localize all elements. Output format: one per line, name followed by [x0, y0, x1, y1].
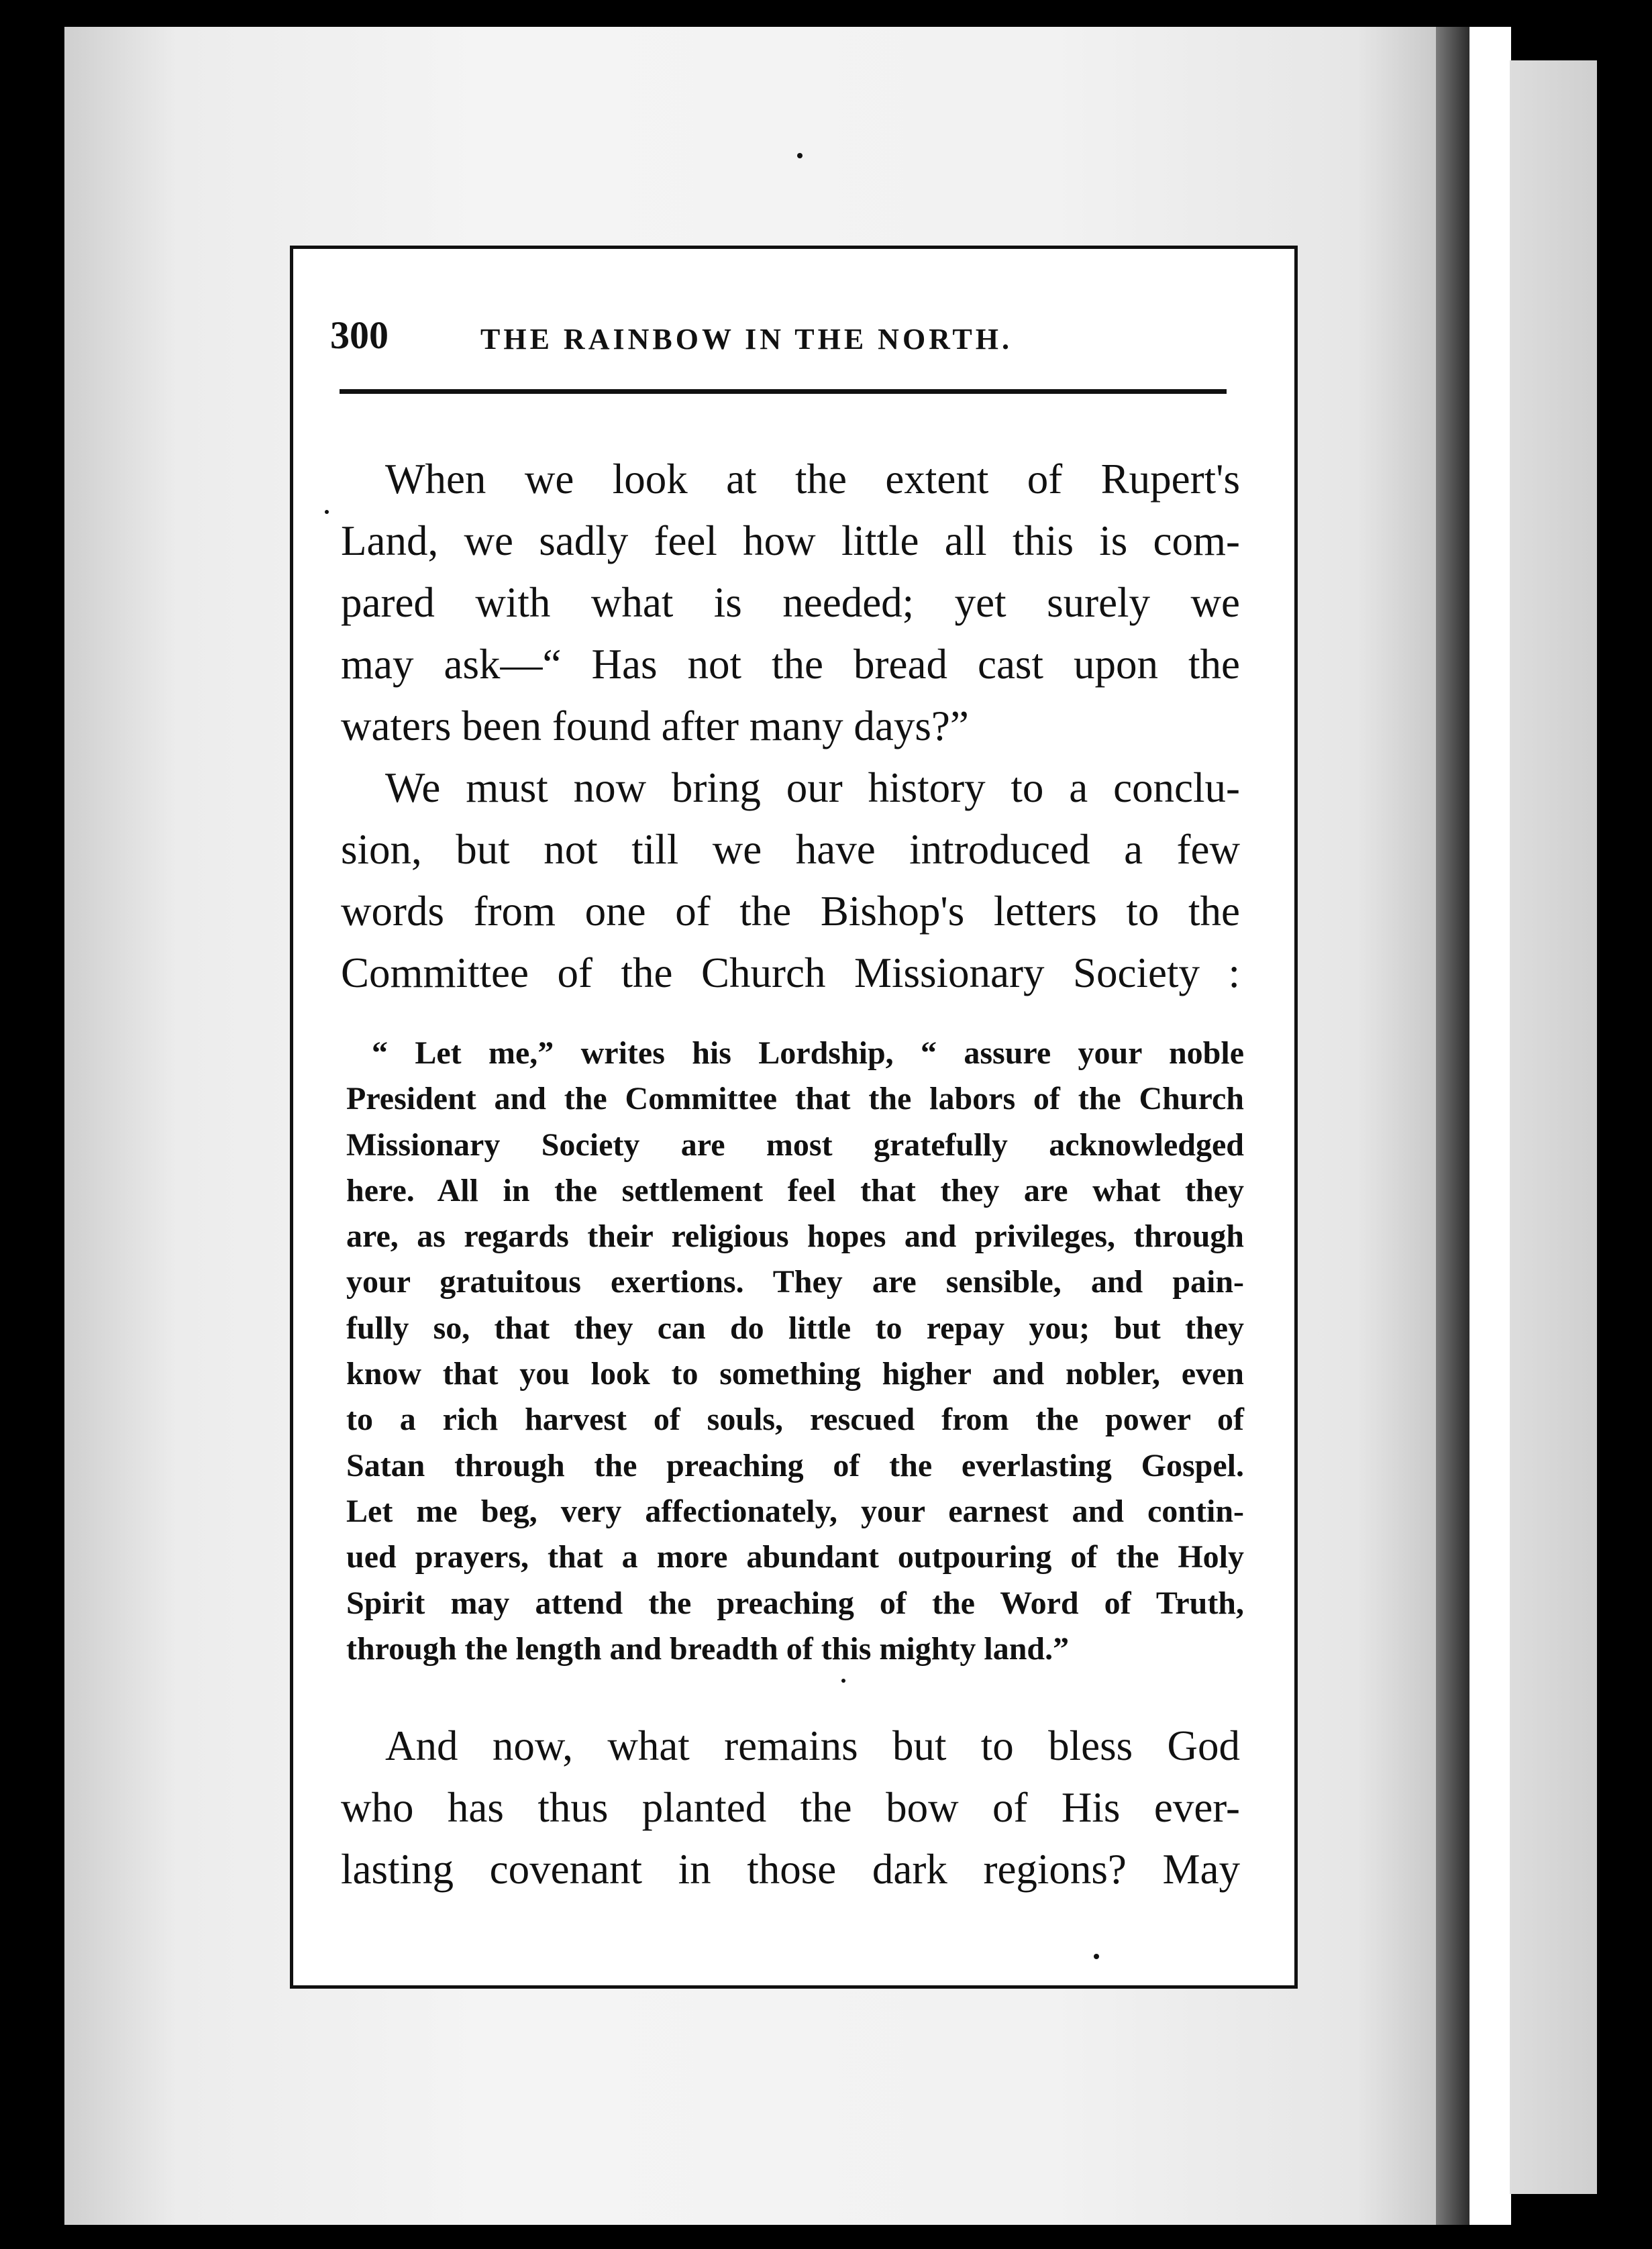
paragraph-1: [341, 448, 1240, 757]
header-rule: [340, 389, 1227, 394]
quote-line: through the length and breadth of this mighty land.”: [346, 1630, 1070, 1667]
quote-line: Satan through the preaching of the everlasting Gospel.: [346, 1447, 1244, 1483]
page-gutter-edge: [1436, 27, 1469, 2225]
text-line: lasting covenant in those dark regions? May: [341, 1846, 1240, 1893]
quote-line: know that you look to something higher and nobler, even: [346, 1356, 1244, 1392]
line-text: “ Let me,” writes his Lordship, “ assure your noble: [372, 1035, 1244, 1071]
text-line: [341, 1715, 1240, 1777]
quote-line: fully so, that they can do little to repay you; but they: [346, 1310, 1244, 1346]
line-text: We must now bring our history to a conclu-: [385, 764, 1240, 811]
quote-line: [346, 1031, 1244, 1076]
quote-line: Spirit may attend the preaching of the Word of Truth,: [346, 1585, 1244, 1621]
adjacent-page-strip: [1510, 60, 1597, 2194]
line-text: When we look at the extent of Rupert's: [385, 456, 1240, 503]
scan-border-left: [0, 0, 64, 2249]
print-speck: [841, 1679, 845, 1683]
running-title: THE RAINBOW IN THE NORTH.: [480, 323, 1013, 356]
print-speck: [797, 153, 803, 158]
text-line: Committee of the Church Missionary Society :: [341, 949, 1240, 996]
text-line: sion, but not till we have introduced a few: [341, 826, 1240, 873]
scan-border-top: [0, 0, 1652, 27]
text-line: [341, 448, 1240, 510]
running-head: [330, 309, 1229, 362]
text-line: waters been found after many days?”: [341, 702, 969, 749]
text-line: words from one of the Bishop's letters to the: [341, 888, 1240, 935]
quote-line: Missionary Society are most gratefully acknowledged: [346, 1127, 1244, 1163]
quote-line: here. All in the settlement feel that they are what they: [346, 1172, 1244, 1208]
scan-border-bottom: [0, 2225, 1652, 2249]
text-line: who has thus planted the bow of His ever-: [341, 1784, 1240, 1831]
line-text: And now, what remains but to bless God: [385, 1722, 1240, 1769]
quote-line: to a rich harvest of souls, rescued from the power of: [346, 1402, 1244, 1438]
print-speck: [1094, 1954, 1099, 1959]
quote-line: are, as regards their religious hopes and privileges, through: [346, 1218, 1244, 1255]
page-number: 300: [330, 313, 389, 357]
text-line: [341, 757, 1240, 819]
block-quotation: [346, 1031, 1244, 1672]
text-line: pared with what is needed; yet surely we: [341, 579, 1240, 626]
paragraph-2: [341, 757, 1240, 1004]
quote-line: President and the Committee that the labors of the Church: [346, 1081, 1244, 1117]
quote-line: ued prayers, that a more abundant outpouring of the Holy: [346, 1539, 1244, 1575]
quote-line: your gratuitous exertions. They are sensible, and pain-: [346, 1264, 1244, 1300]
print-speck: [325, 510, 329, 514]
text-line: may ask—“ Has not the bread cast upon the: [341, 641, 1240, 688]
closing-paragraph: [341, 1715, 1240, 1900]
quote-line: Let me beg, very affectionately, your earnest and contin-: [346, 1493, 1244, 1529]
text-line: Land, we sadly feel how little all this is com-: [341, 517, 1240, 564]
